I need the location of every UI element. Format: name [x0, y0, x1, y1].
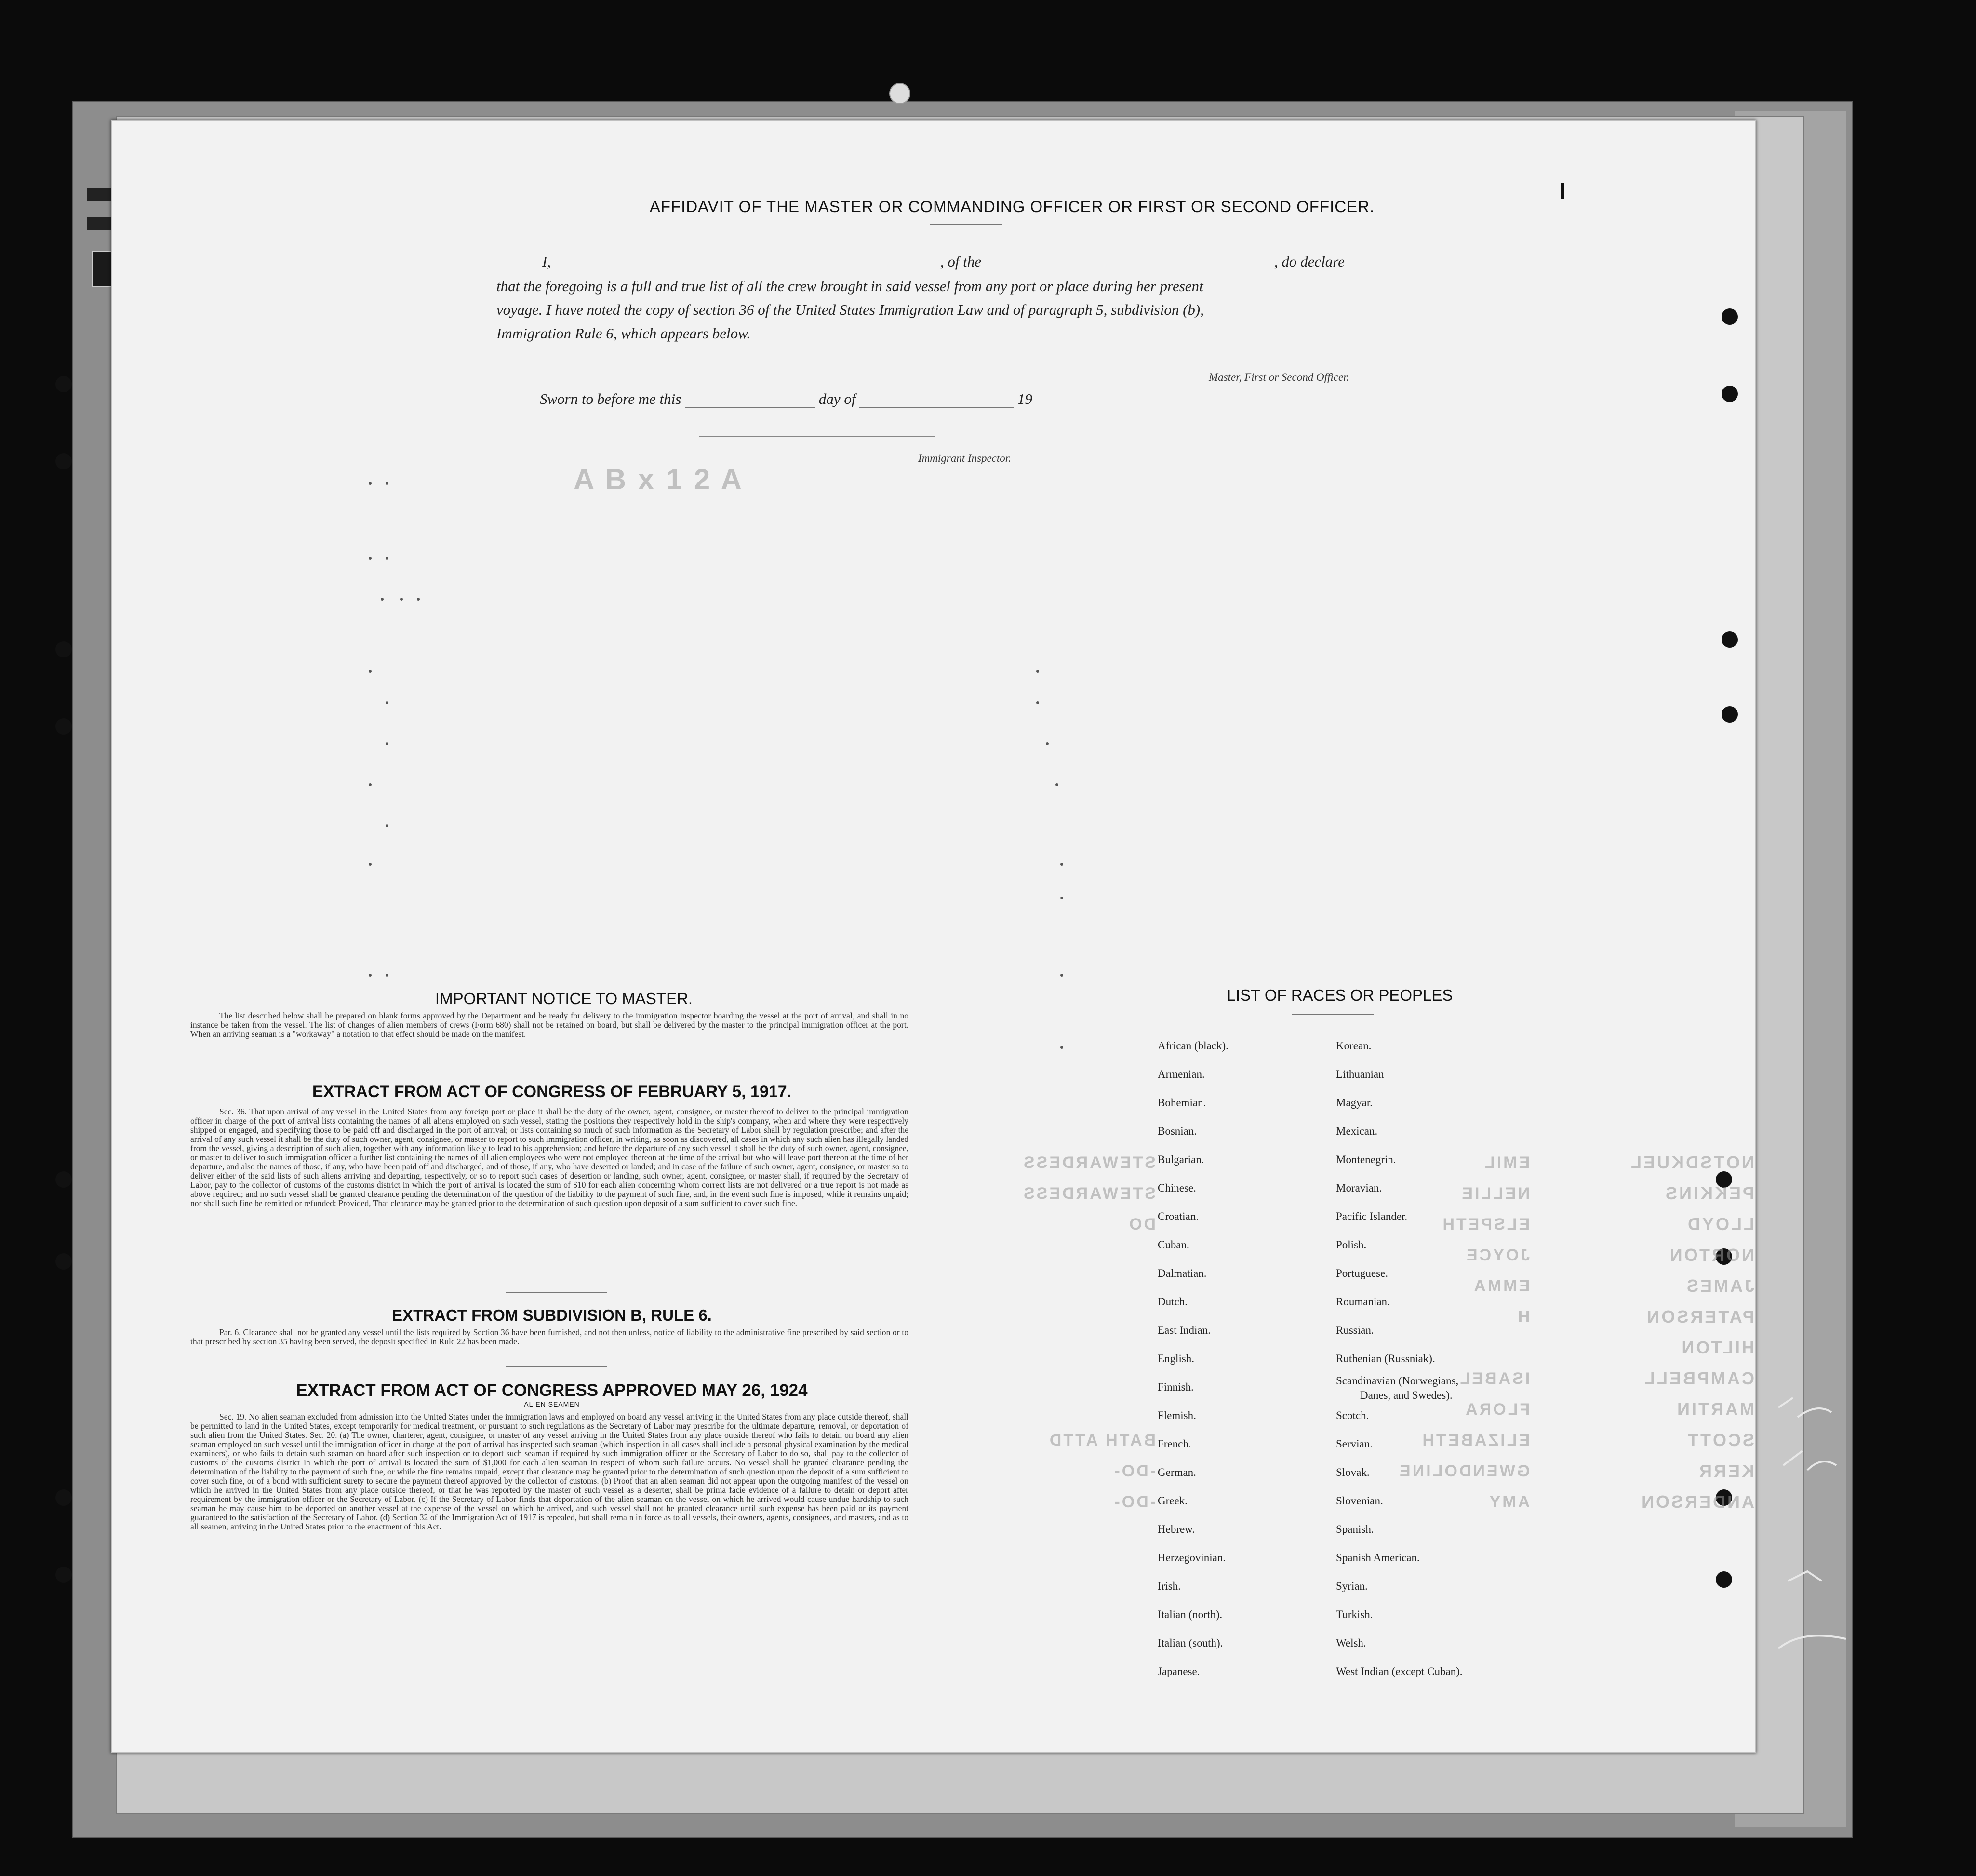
binder-hole: [1722, 706, 1738, 723]
binder-hole: [55, 376, 72, 392]
binder-hole: [55, 718, 72, 735]
race-item: Polish.: [1336, 1239, 1367, 1251]
extract-1924-title: EXTRACT FROM ACT OF CONGRESS APPROVED MAY 26, 1924: [296, 1381, 808, 1400]
notice-text: The list described below shall be prepared on blank forms approved by the Department and be ready for delivery to the immigration inspector boarding the vessel at the port of arrival, and shall in no instance be taken from the vessel. The list of changes of alien members of crews (Form 680) shall not be retained on board, but shall be delivered by the master to the principal immigration officer at the port. When an arriving seaman is a "workaway" a notation to that effect should be made on the manifest.: [190, 1011, 908, 1039]
race-item: Mexican.: [1336, 1125, 1378, 1137]
declarant-prefix: I,: [542, 253, 551, 270]
bleed-through-text: A B x 1 2 A: [574, 463, 744, 496]
race-item-continuation: Danes, and Swedes).: [1360, 1389, 1453, 1401]
leader-dot: [369, 557, 372, 560]
race-item: Hebrew.: [1158, 1523, 1195, 1535]
bleed-through-column: STEWARDESS STEWARDESS DO BATH ATTD -DO- -DO-: [1022, 1153, 1156, 1511]
extract-1924-text: Sec. 19. No alien seaman excluded from admission into the United States under the immigration laws and employed on board any vessel arriving in the United States from any place outside thereof, shall be permitted to land in the United States, except temporarily for medical treatment, or pursuant to such regulations as the Secretary of Labor may prescribe for the ultimate departure, removal, or deportation of such alien from the United States. Sec. 20. (a) The owner, charterer, agent, consignee, or master of any vessel arriving in the United States from any place outside thereof who fails to detain on board any alien seaman employed on such vessel until the immigration officer in charge at the port of arrival has inspected such seaman (which inspection in all cases shall include a personal physical examination by the medical examiners), or who fails to detain such seaman on board after such inspection or to deport such seaman if required by such immigration officer or the Secretary of Labor to do so, shall pay to the collector of customs of the customs district in which the port of arrival is located the sum of $1,000 for each alien seaman in respect of whom such failure occurs. No vessel shall be granted clearance pending the determination of the liability to the payment of such fine, or while the fine remains unpaid, except that clearance may be granted prior to the determination of such question upon the deposit of a sum sufficient to cover such fine, or of a bond with sufficient surety to secure the payment thereof approved by the collector of customs. (b) Proof that an alien seaman did not appear upon the outgoing manifest of the vessel on which he arrived in the United States from any place outside thereof, or that he was reported by the master of such vessel as a deserter, shall be prima facie evidence of a failure to detain or deport after requirement by the immigration officer or the Secretary of Labor. (c) If the Secretary of Labor finds that deportation of the alien seaman on the vessel on which he arrived would cause undue hardship to such seaman he may cause him to be deported on another vessel at the expense of the vessel on which he arrived, and such vessel shall not be granted clearance until such expense has been paid or its payment guaranteed to the satisfaction of the Secretary of Labor. (d) Section 32 of the Immigration Act of 1917 is repealed, but shall remain in force as to all vessels, their owners, agents, consignees, and masters, and as to all seamen, arriving in the United States prior to the enactment of this Act.: [190, 1412, 908, 1531]
binder-hole: [1716, 1571, 1732, 1588]
handwritten-marks: [1774, 1388, 1851, 1658]
race-item: Montenegrin.: [1336, 1153, 1396, 1166]
race-item: Scotch.: [1336, 1409, 1369, 1421]
race-item: Dutch.: [1158, 1296, 1188, 1308]
race-item: French.: [1158, 1438, 1191, 1450]
sworn-month-field[interactable]: [859, 407, 1014, 408]
divider: [506, 1292, 607, 1293]
race-item: Turkish.: [1336, 1608, 1373, 1621]
race-item: Croatian.: [1158, 1210, 1199, 1222]
leader-dot: [369, 670, 372, 673]
race-item: Bulgarian.: [1158, 1153, 1204, 1166]
race-item: Moravian.: [1336, 1182, 1382, 1194]
binder-hole: [1722, 386, 1738, 402]
race-item: Portuguese.: [1336, 1267, 1388, 1279]
of-the-text: , of the: [940, 253, 982, 270]
divider: [1292, 1014, 1374, 1015]
leader-dot: [386, 701, 388, 704]
races-right-column: [1336, 1032, 1463, 1686]
leader-dot: [1055, 783, 1058, 786]
extract-1924-subtitle: ALIEN SEAMEN: [524, 1400, 580, 1408]
race-item: Flemish.: [1158, 1409, 1196, 1421]
race-item: Armenian.: [1158, 1068, 1205, 1080]
sworn-line: [540, 390, 1032, 408]
race-item: Italian (north).: [1158, 1608, 1223, 1621]
leader-dot: [1036, 701, 1039, 704]
race-item: Bosnian.: [1158, 1125, 1197, 1137]
divider: [506, 1366, 607, 1367]
race-item: Roumanian.: [1336, 1296, 1390, 1308]
race-item: East Indian.: [1158, 1324, 1211, 1336]
race-item: Scandinavian (Norwegians,: [1336, 1375, 1459, 1387]
race-item: Italian (south).: [1158, 1637, 1223, 1649]
page-mark: I: [1559, 179, 1566, 204]
declare-text: , do declare: [1274, 253, 1345, 270]
race-item: Herzegovinian.: [1158, 1552, 1226, 1564]
binder-hole: [55, 1253, 72, 1270]
race-item: Cuban.: [1158, 1239, 1189, 1251]
race-item: Spanish.: [1336, 1523, 1374, 1535]
race-item: Japanese.: [1158, 1665, 1200, 1677]
binder-hole: [55, 641, 72, 657]
top-punch-hole: [889, 83, 910, 104]
race-item: Magyar.: [1336, 1097, 1373, 1109]
races-left-column: [1158, 1032, 1228, 1686]
binder-hole: [55, 1489, 72, 1506]
race-item: English.: [1158, 1353, 1195, 1365]
race-item: Greek.: [1158, 1495, 1188, 1507]
binder-hole: [1722, 631, 1738, 648]
declaration-line-1: [542, 253, 1345, 270]
leader-dot: [386, 824, 388, 827]
race-item: West Indian (except Cuban).: [1336, 1665, 1463, 1677]
binder-hole: [55, 453, 72, 469]
race-item: Bohemian.: [1158, 1097, 1206, 1109]
leader-dot: [386, 482, 388, 485]
divider: [930, 224, 1002, 225]
leader-dot: [1046, 742, 1049, 745]
race-item: Servian.: [1336, 1438, 1373, 1450]
leader-dot: [369, 974, 372, 977]
leader-dot: [400, 598, 403, 601]
affidavit-title: AFFIDAVIT OF THE MASTER OR COMMANDING OFFICER OR FIRST OR SECOND OFFICER.: [649, 198, 1375, 215]
leader-dot: [1036, 670, 1039, 673]
race-item: Chinese.: [1158, 1182, 1196, 1194]
leader-dot: [386, 974, 388, 977]
inspector-label: Immigrant Inspector.: [918, 452, 1011, 464]
binder-hole: [1722, 308, 1738, 325]
race-item: Slovak.: [1336, 1466, 1370, 1478]
race-item: Finnish.: [1158, 1381, 1194, 1393]
race-item: Syrian.: [1336, 1580, 1368, 1592]
race-item: Russian.: [1336, 1324, 1374, 1336]
leader-dot: [386, 742, 388, 745]
leader-dot: [369, 863, 372, 866]
race-item: Spanish American.: [1336, 1552, 1420, 1564]
bleed-through-names-2: EMIL NELLIE ELSPETH JOYCE EMMA H ISABEL FLORA ELIZABETH GWENDOLINE AMY: [1398, 1153, 1530, 1511]
bleed-through-names: NOTSDKUEL PEKKINS LLOYD NORTON JAMES PATERSON HILTON CAMPBELL MARTIN SCOTT KERR ANDERSON: [1629, 1152, 1754, 1512]
race-item: German.: [1158, 1466, 1196, 1478]
race-item: Korean.: [1336, 1040, 1372, 1052]
sworn-text: Sworn to before me this: [540, 390, 681, 407]
binder-hole: [55, 1171, 72, 1188]
extract-rule6-title: EXTRACT FROM SUBDIVISION B, RULE 6.: [392, 1306, 712, 1324]
race-item: Dalmatian.: [1158, 1267, 1207, 1279]
race-item: Irish.: [1158, 1580, 1181, 1592]
leader-dot: [369, 783, 372, 786]
races-title: LIST OF RACES OR PEOPLES: [1227, 986, 1453, 1004]
race-item: African (black).: [1158, 1040, 1228, 1052]
binder-hole: [55, 1567, 72, 1583]
day-of-text: day of: [818, 390, 856, 407]
master-signature-label: Master, First or Second Officer.: [1209, 371, 1349, 383]
leader-dot: [1060, 863, 1063, 866]
leader-dot: [1060, 974, 1063, 977]
leader-dot: [381, 598, 384, 601]
race-item: Welsh.: [1336, 1637, 1366, 1649]
leader-dot: [386, 557, 388, 560]
extract-1917-title: EXTRACT FROM ACT OF CONGRESS OF FEBRUARY 5, 1917.: [312, 1083, 792, 1101]
extract-1917-text: Sec. 36. That upon arrival of any vessel in the United States from any foreign port or place it shall be the duty of the owner, agent, consignee, or master thereof to deliver to the principal immigration officer in charge of the port of arrival lists containing the names of all aliens employed on such vessel, stating the positions they respectively hold in the ship's company, when and where they were respectively shipped or engaged, and specifying those to be paid off and discharged in the port of arrival; or lists containing so much of such information as the Secretary of Labor shall by regulation prescribe; and after the arrival of any such vessel it shall be the duty of such owner, agent, consignee, or master to report to such immigration officer, in writing, as soon as discovered, all cases in which any such alien has illegally landed from the vessel, giving a description of such alien, together with any information likely to lead to his apprehension; and before the departure of any such vessel it shall be the duty of such owner, agent, consignee, or master to deliver to such immigration officer a further list containing the names of all alien employees who were not employed thereon at the time of the arrival but who will leave port thereon at the time of her departure, and also the names of those, if any, who have been paid off and discharged, and of those, if any, who have deserted or landed; and in case of the failure of such owner, agent, consignee, or master so to deliver either of the said lists of such aliens arriving and departing, respectively, or so to report such cases of desertion or landing, such owner, agent, consignee, or master shall, if required by the Secretary of Labor, pay to the collector of customs of the customs district in which the port of arrival is located the sum of $10 for each alien concerning whom correct lists are not delivered or a true report is not made as above required; and no such vessel shall be granted clearance pending the determination of the question of the liability to the payment of such fine, and, in the event such fine is imposed, while it remains unpaid; nor shall such fine be remitted or refunded: Provided, That clearance may be granted prior to the determination of such question upon deposit of a sum sufficient to cover such fine.: [190, 1107, 908, 1208]
leader-dot: [1060, 1046, 1063, 1049]
race-item: Lithuanian: [1336, 1068, 1384, 1080]
leader-dot: [369, 482, 372, 485]
leader-dot: [1060, 897, 1063, 899]
declaration-line-3: voyage. I have noted the copy of section 36 of the United States Immigration Law and of paragraph 5, subdivision (b),: [496, 301, 1204, 318]
race-item: Ruthenian (Russniak).: [1336, 1353, 1435, 1365]
declaration-line-4: Immigration Rule 6, which appears below.: [496, 325, 751, 342]
sworn-day-field[interactable]: [685, 407, 815, 408]
signature-line: [699, 436, 935, 437]
extract-rule6-text: Par. 6. Clearance shall not be granted any vessel until the lists required by Section 36 have been furnished, and not then unless, notice of liability to the administrative fine prescribed by said section or to that prescribed by section 35 having been served, the deposit specified in Rule 22 has been made.: [190, 1327, 908, 1346]
year-text: 19: [1017, 390, 1032, 407]
race-item: Pacific Islander.: [1336, 1210, 1408, 1222]
declaration-line-2: that the foregoing is a full and true list of all the crew brought in said vessel from any port or place during her present: [496, 278, 1203, 295]
notice-title: IMPORTANT NOTICE TO MASTER.: [435, 990, 693, 1007]
race-item: Slovenian.: [1336, 1495, 1383, 1507]
leader-dot: [417, 598, 420, 601]
